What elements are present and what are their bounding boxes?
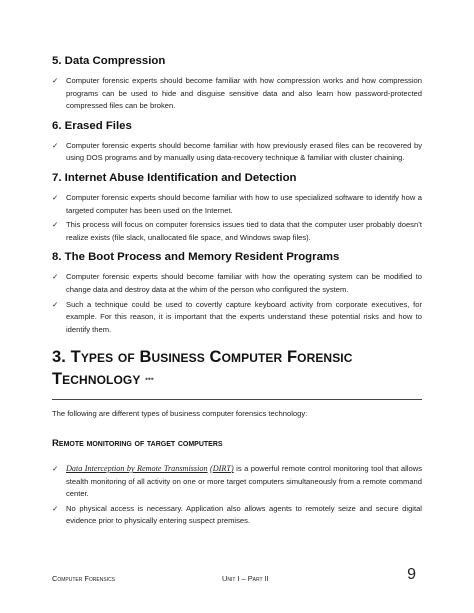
list-item: ✓ Computer forensic experts should become familiar with how to use specialized software to identify how a targeted computer has been used on the Internet.	[52, 192, 422, 215]
section-data-compression	[52, 54, 422, 113]
dirt-abbr-link[interactable]: (DIRT)	[210, 463, 234, 473]
list-item: ✓ Computer forensic experts should become familiar with how the operating system can be modified to change data and destroy data at the whim of the person who configured the system.	[52, 272, 422, 294]
checkmark-icon: ✓	[52, 503, 59, 513]
bullet-list	[52, 140, 422, 165]
checkmark-icon: ✓	[52, 463, 59, 473]
list-item: ✓ No physical access is necessary. Application also allows agents to remotely seize and secure digital evidence prior to physically entering suspect premises.	[52, 503, 422, 526]
list-item: ✓ Data Interception by Remote Transmission (DIRT) is a powerful remote control monitoring tool that allows stealth monitoring of all activity on one or more target computers simultaneously from a remote command center.	[52, 463, 422, 499]
checkmark-icon: ✓	[52, 299, 59, 309]
list-item: ✓ Computer forensic experts should become familiar with how compression works and how compression programs can be used to hide and disguise sensitive data and also learn how password-protected compressed files can be broken.	[52, 76, 422, 111]
list-item: ✓ Such a technique could be used to covertly capture keyboard activity from corporate executives, for example. For this reason, it is important that the experts understand these potential risks and how to identify them.	[52, 299, 422, 334]
intro-paragraph: The following are different types of business computer forensics technology:	[52, 408, 308, 418]
bullet-list	[52, 463, 422, 528]
checkmark-icon: ✓	[52, 220, 59, 230]
page-footer	[52, 568, 422, 588]
section-heading: 5. Data Compression	[52, 55, 166, 67]
subsection-heading: Remote monitoring of target computers	[52, 437, 223, 449]
heading-rule	[52, 399, 422, 400]
section-heading: 6. Erased Files	[52, 119, 132, 132]
major-heading: 3. Types of Business Computer Forensic Technology •••	[52, 348, 353, 389]
checkmark-icon: ✓	[52, 76, 59, 85]
checkmark-icon: ✓	[52, 192, 59, 202]
section-internet-abuse	[52, 171, 422, 244]
bullet-list	[52, 271, 422, 336]
ellipsis-dots-icon: •••	[145, 374, 154, 384]
checkmark-icon: ✓	[52, 272, 59, 282]
page-number: 9	[407, 566, 416, 583]
section-heading: 8. The Boot Process and Memory Resident Programs	[52, 251, 340, 264]
section-boot-process	[52, 250, 422, 336]
list-item: ✓ This process will focus on computer forensics issues tied to data that the computer user probably doesn’t realize exists (file slack, unallocated file space, and Windows swap files).	[52, 220, 422, 242]
footer-title: Computer Forensics	[52, 574, 116, 583]
dirt-link[interactable]: Data Interception by Remote Transmission	[66, 463, 208, 473]
section-heading: 7. Internet Abuse Identification and Detection	[52, 171, 297, 184]
list-item: ✓ Computer forensic experts should become familiar with how previously erased files can be recovered by using DOS programs and by manually using data-recovery technique & familiar with cluster chaining.	[52, 140, 422, 163]
section-erased-files	[52, 119, 422, 165]
bullet-list	[52, 75, 422, 113]
checkmark-icon: ✓	[52, 140, 59, 150]
bullet-list	[52, 192, 422, 244]
footer-unit: Unit I – Part II	[222, 574, 269, 583]
